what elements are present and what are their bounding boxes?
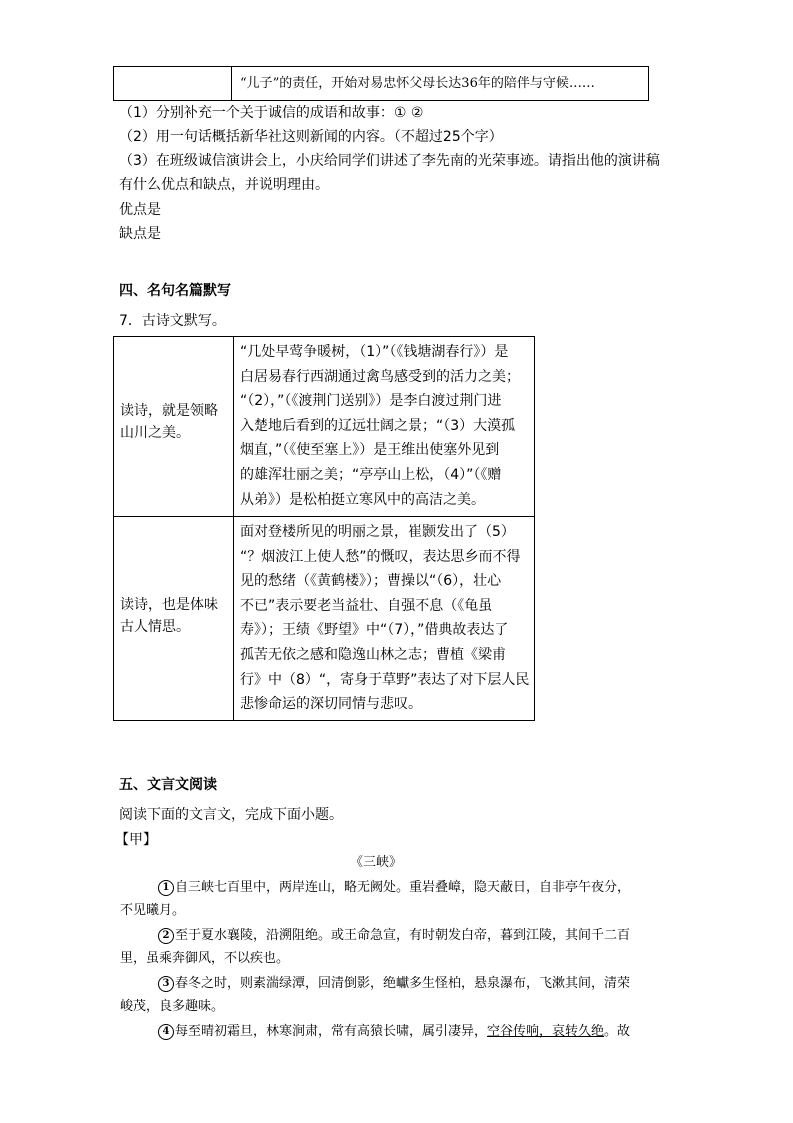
row-2-text	[240, 520, 532, 717]
paragraph-2-line-2: 里，虽乘奔御风，不以疾也。	[120, 951, 290, 966]
row-2-text-line: “？烟波江上使人愁”的慨叹，表达思乡而不得	[240, 548, 521, 565]
paragraph-3-line-1	[158, 974, 630, 994]
row-1-text-line: 从弟》）是松柏挺立寒风中的高洁之美。	[240, 491, 485, 508]
section-4-heading: 四、名句名篇默写	[119, 283, 231, 299]
paragraph-number-badge: 3	[158, 976, 174, 992]
row-1-label-line: 读诗，就是领略	[120, 403, 218, 419]
pros-label: 优点是	[119, 202, 161, 218]
row-1-text	[240, 340, 532, 512]
row-1-text-line: 烟直，”（《使至塞上》）是王维出使塞外见到	[240, 442, 500, 459]
section-5-heading: 五、文言文阅读	[119, 777, 217, 793]
row-2-label-line: 读诗，也是体味	[120, 597, 218, 613]
row-2-label	[120, 594, 230, 638]
paragraph-1-line-2: 不见曦月。	[120, 903, 186, 918]
row-1-text-line: “几处早莺争暖树，（1）”（《钱塘湖春行》）是	[240, 344, 509, 360]
question-7: 7．古诗文默写。	[119, 313, 226, 329]
paragraph-3-line-2: 峻茂，良多趣味。	[120, 999, 225, 1014]
paragraph-1-line-1	[158, 878, 630, 898]
question-1: （1）分别补充一个关于诚信的成语和故事：① ②	[119, 105, 424, 121]
row-2-text-line: 寿》）；王绩《野望》中“（7），”借典故表达了	[240, 622, 509, 639]
paragraph-text: 至于夏水襄陵，沿溯阻绝。或王命急宣，有时朝发白帝，暮到江陵，其间千二百	[175, 928, 631, 943]
row-1-label-line: 山川之美。	[120, 425, 190, 441]
paragraph-text: 。故	[604, 1024, 631, 1039]
row-2-label-line: 古人情思。	[120, 619, 190, 635]
paragraph-number-badge: 1	[158, 880, 174, 896]
row-1-text-line: 的雄浑壮丽之美；“亭亭山上松，（4）”（《赠	[240, 466, 502, 483]
section-5-instruction: 阅读下面的文言文，完成下面小题。	[119, 807, 343, 823]
paragraph-text: 自三峡七百里中，两岸连山，略无阙处。重岩叠嶂，隐天蔽日，自非亭午夜分，	[175, 880, 631, 895]
passage-title: 《三峡》	[350, 855, 403, 870]
paragraph-4-line-1	[158, 1022, 630, 1042]
underlined-phrase: 空谷传响，哀转久绝	[487, 1024, 605, 1039]
paragraph-2-line-1	[158, 926, 630, 946]
table-vertical-divider	[233, 337, 234, 720]
top-table	[113, 66, 649, 101]
row-2-text-line: 面对登楼所见的明丽之景，崔颢发出了（5）	[240, 524, 515, 540]
table-horizontal-divider	[114, 516, 534, 517]
question-3-line-1: （3）在班级诚信演讲会上，小庆给同学们讲述了李先南的光荣事迹。请指出他的演讲稿	[119, 153, 660, 169]
row-2-text-line: 见的愁绪（《黄鹤楼》）；曹操以“（6），壮心	[240, 573, 502, 590]
row-1-text-line: “（2），”（《渡荆门送别》）是李白渡过荆门进	[240, 393, 502, 410]
top-table-left-cell	[114, 67, 232, 100]
passage-jia-label: 【甲】	[115, 832, 157, 848]
paragraph-number-badge: 4	[158, 1024, 174, 1040]
row-1-text-line: 白居易春行西湖通过禽鸟感受到的活力之美；	[240, 368, 520, 385]
row-1-text-line: 入楚地后看到的辽远壮阔之景；“（3）大漠孤	[240, 417, 516, 434]
row-2-text-line: 行》中（8）“，寄身于草野”表达了对下层人民	[240, 671, 530, 688]
cons-label: 缺点是	[119, 226, 161, 242]
row-2-text-line: 不已”表示要老当益壮、自强不息（《龟虽	[240, 597, 493, 614]
paragraph-text: 春冬之时，则素湍绿潭，回清倒影，绝巘多生怪柏，悬泉瀑布，飞漱其间，清荣	[175, 976, 631, 991]
question-2: （2）用一句话概括新华社这则新闻的内容。（不超过25个字）	[119, 129, 503, 145]
question-3-line-2: 有什么优点和缺点，并说明理由。	[119, 177, 329, 193]
row-2-text-line: 孤苦无依之感和隐逸山林之志；曹植《梁甫	[240, 646, 506, 663]
row-2-text-line: 悲惨命运的深切同情与悲叹。	[240, 696, 422, 713]
paragraph-text: 每至晴初霜旦，林寒涧肃，常有高猿长啸，属引凄异，	[175, 1024, 488, 1039]
paragraph-number-badge: 2	[158, 928, 174, 944]
top-table-right-cell: “儿子”的责任，开始对易忠怀父母长达36年的陪伴与守候……	[240, 76, 595, 91]
row-1-label	[120, 400, 230, 444]
poetry-table	[113, 336, 535, 721]
